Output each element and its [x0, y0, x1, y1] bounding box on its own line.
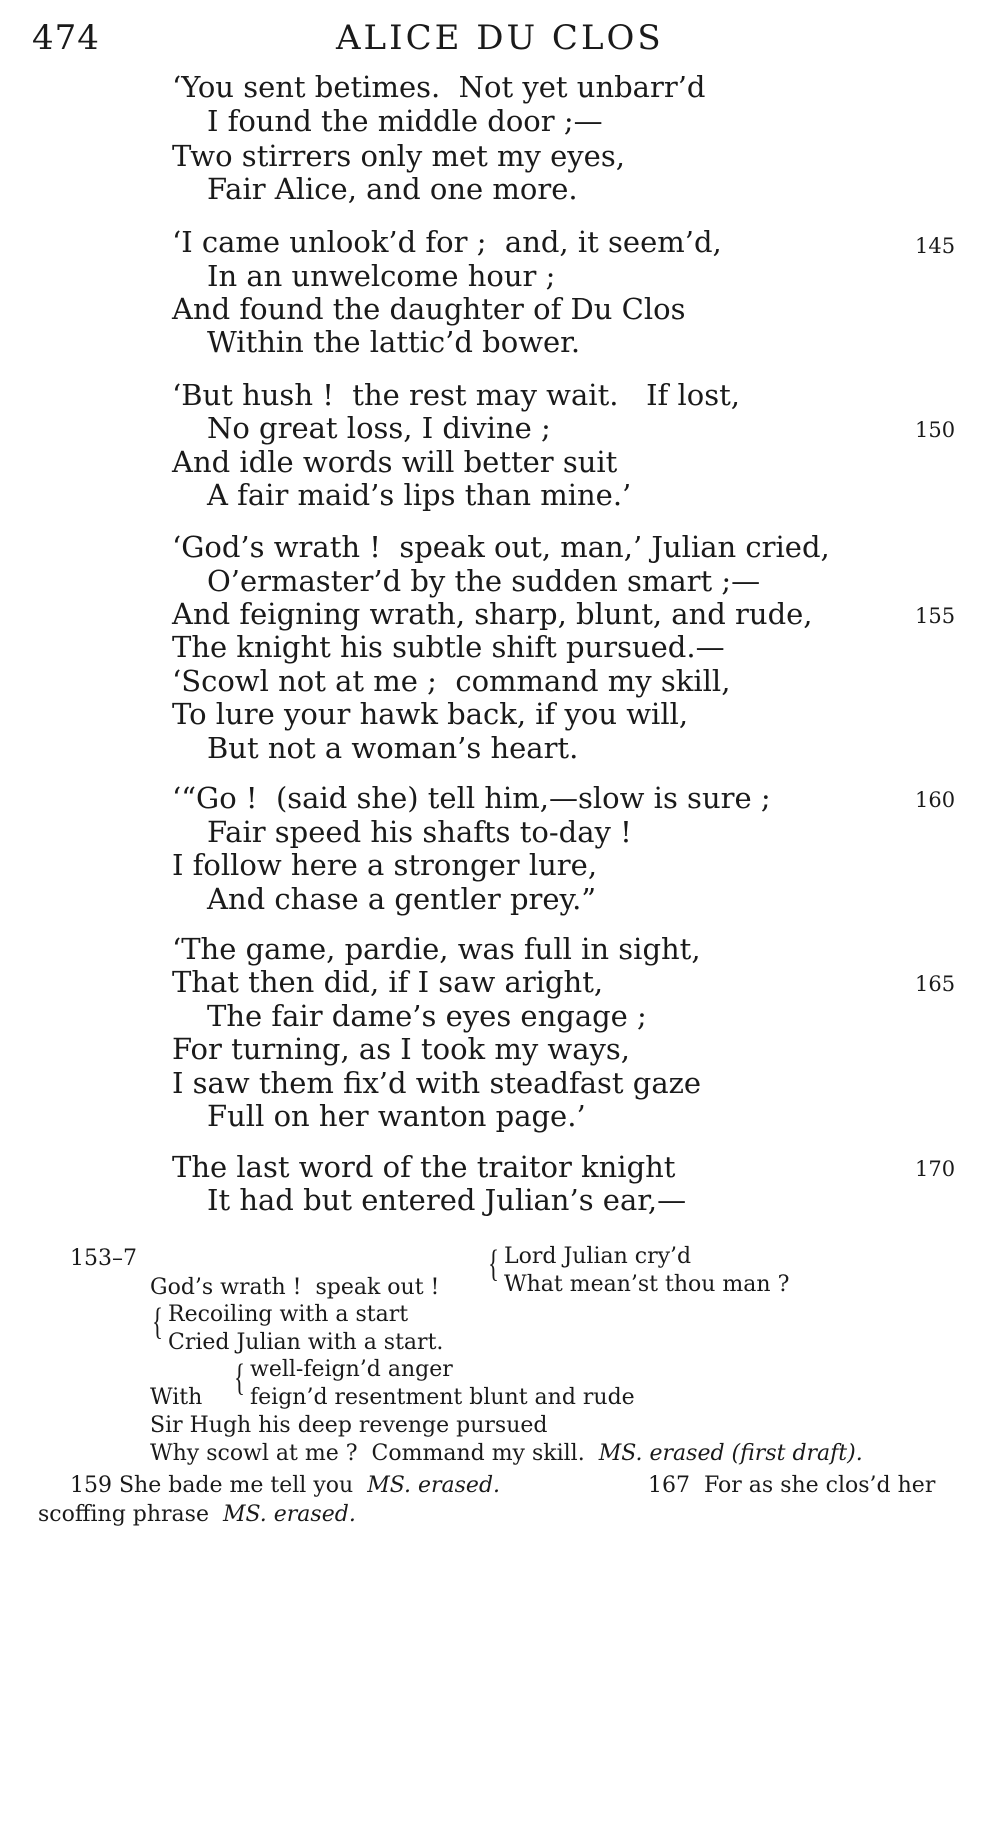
- footnote-line: 159 She bade me tell you: [70, 1473, 354, 1498]
- brace-icon: {: [152, 1301, 163, 1343]
- footnote-text: Sir Hugh his deep revenge pursued: [150, 1413, 548, 1438]
- verse-line: Fair speed his shafts to-day !: [207, 815, 632, 849]
- footnote-line: scoffing phrase: [38, 1502, 209, 1527]
- line-number: 150: [915, 418, 956, 442]
- verse-line: The last word of the traitor knight: [172, 1150, 676, 1184]
- footnote-text: God’s wrath ! speak out !: [150, 1275, 440, 1300]
- verse-line: O’ermaster’d by the sudden smart ;—: [207, 564, 761, 598]
- verse-line: It had but entered Julian’s ear,—: [207, 1183, 687, 1217]
- line-number: 160: [915, 788, 956, 812]
- footnote-variant: Cried Julian with a start.: [168, 1330, 444, 1355]
- verse-line: For turning, as I took my ways,: [172, 1032, 631, 1066]
- footnote-variant: Recoiling with a start: [168, 1302, 409, 1327]
- footnote-source: MS. erased.: [367, 1473, 501, 1498]
- verse-line: The knight his subtle shift pursued.—: [172, 630, 725, 664]
- footnote-text: [150, 1441, 863, 1466]
- footnote-ref: 153–7: [70, 1246, 137, 1271]
- verse-line: ‘But hush ! the rest may wait. If lost,: [172, 378, 740, 412]
- verse-line: Full on her wanton page.’: [207, 1099, 586, 1133]
- verse-line: ‘I came unlook’d for ; and, it seem’d,: [172, 225, 722, 259]
- verse-line: I saw them fix’d with steadfast gaze: [172, 1066, 702, 1100]
- verse-line: A fair maid’s lips than mine.’: [207, 478, 632, 512]
- verse-line: ‘The game, pardie, was full in sight,: [172, 932, 701, 966]
- verse-line: ‘You sent betimes. Not yet unbarr’d: [172, 70, 706, 104]
- line-number: 165: [915, 972, 956, 996]
- verse-line: I found the middle door ;—: [207, 104, 603, 138]
- line-number: 155: [915, 604, 956, 628]
- footnote-text: With: [150, 1385, 203, 1410]
- verse-line: Two stirrers only met my eyes,: [172, 139, 625, 173]
- footnote-text: [38, 1502, 356, 1527]
- brace-icon: {: [488, 1243, 499, 1285]
- verse-line: No great loss, I divine ;: [207, 411, 551, 445]
- verse-line: Fair Alice, and one more.: [207, 172, 578, 206]
- footnote-line: Why scowl at me ? Command my skill.: [150, 1441, 585, 1466]
- line-number: 170: [915, 1157, 956, 1181]
- verse-line: The fair dame’s eyes engage ;: [207, 999, 647, 1033]
- verse-line: But not a woman’s heart.: [207, 731, 579, 765]
- verse-line: ‘“Go ! (said she) tell him,—slow is sure ;: [172, 781, 771, 815]
- footnote-variant: What mean’st thou man ?: [504, 1272, 790, 1297]
- verse-line: And chase a gentler prey.”: [207, 882, 597, 916]
- verse-line: ‘Scowl not at me ; command my skill,: [172, 664, 731, 698]
- verse-line: In an unwelcome hour ;: [207, 259, 556, 293]
- footnote-variant: feign’d resentment blunt and rude: [250, 1385, 635, 1410]
- verse-line: To lure your hawk back, if you will,: [172, 697, 689, 731]
- verse-line: And idle words will better suit: [172, 445, 618, 479]
- page-number: 474: [32, 18, 100, 58]
- footnote-text: [70, 1473, 500, 1498]
- footnote-variant: Lord Julian cry’d: [504, 1244, 692, 1269]
- verse-line: And feigning wrath, sharp, blunt, and rude,: [172, 597, 813, 631]
- footnote-source: MS. erased (first draft).: [598, 1441, 863, 1466]
- footnote-text: 167 For as she clos’d her: [648, 1473, 936, 1498]
- line-number: 145: [915, 234, 956, 258]
- running-title: ALICE DU CLOS: [336, 18, 664, 58]
- brace-icon: {: [234, 1357, 245, 1399]
- verse-line: Within the lattic’d bower.: [207, 325, 581, 359]
- verse-line: I follow here a stronger lure,: [172, 848, 598, 882]
- verse-line: ‘God’s wrath ! speak out, man,’ Julian cried,: [172, 530, 830, 564]
- verse-line: That then did, if I saw aright,: [172, 965, 604, 999]
- footnote-variant: well-feign’d anger: [250, 1357, 453, 1382]
- verse-line: And found the daughter of Du Clos: [172, 292, 686, 326]
- footnote-source: MS. erased.: [222, 1502, 356, 1527]
